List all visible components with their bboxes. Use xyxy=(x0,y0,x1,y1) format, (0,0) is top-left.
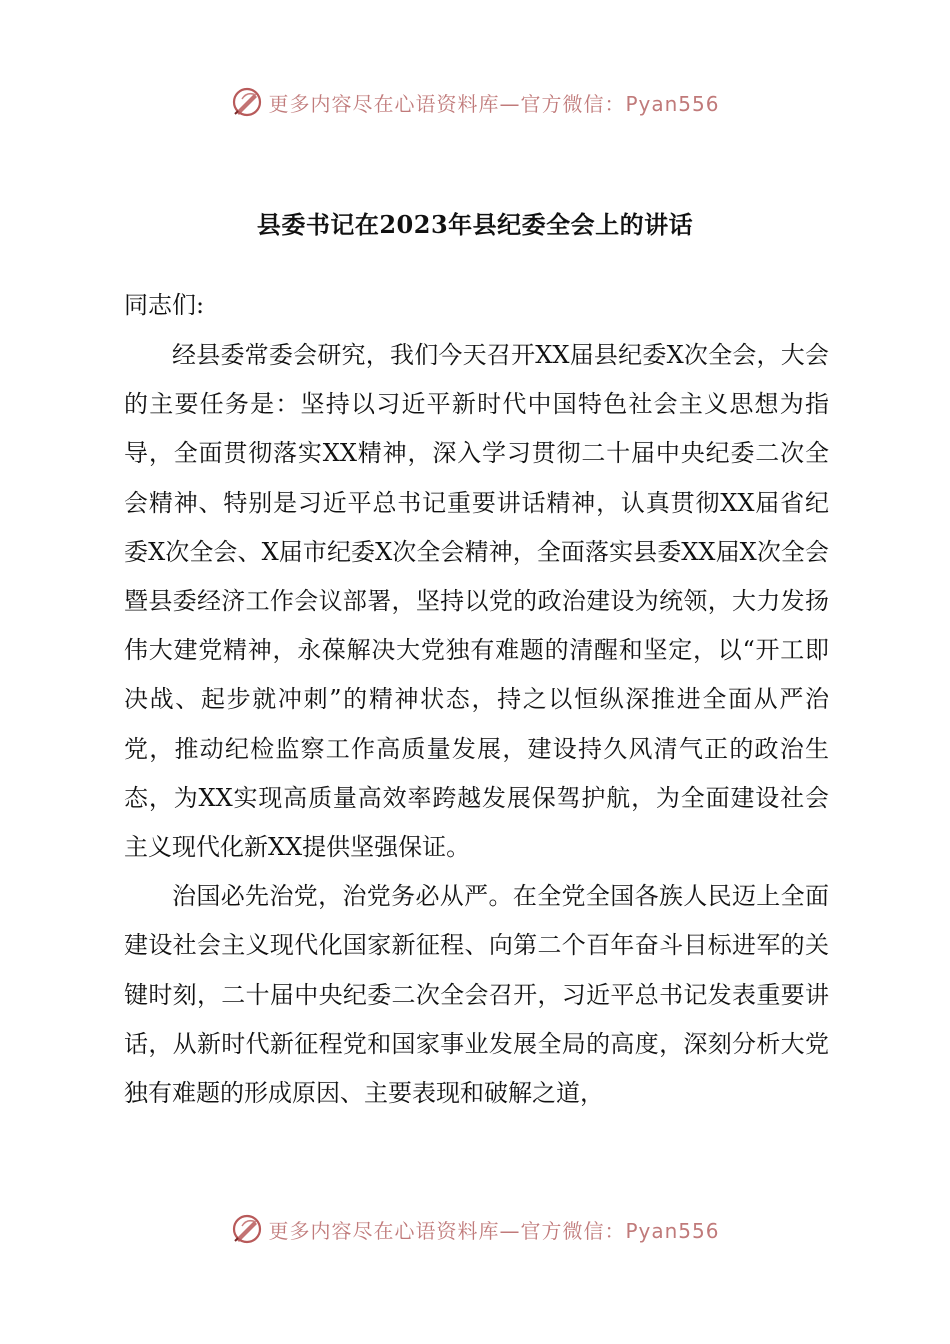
header-banner xyxy=(0,82,950,122)
footer-banner xyxy=(0,1209,950,1249)
document-title: 县委书记在2023年县纪委全会上的讲话 xyxy=(256,210,694,239)
footer-banner-text: 更多内容尽在心语资料库—官方微信：Pyan556 xyxy=(268,1218,720,1243)
pen-logo-icon xyxy=(230,85,264,119)
document-body xyxy=(124,331,829,1118)
pen-logo-icon xyxy=(230,1212,264,1246)
paragraph: 治国必先治党，治党务必从严。在全党全国各族人民迈上全面建设社会主义现代化国家新征程、向第二个百年奋斗目标进军的关键时刻，二十届中央纪委二次全会召开，习近平总书记发表重要讲话，从新时代新征程党和国家事业发展全局的高度，深刻分析大党独有难题的形成原因、主要表现和破解之道， xyxy=(124,882,829,1108)
greeting: 同志们: xyxy=(124,291,205,319)
header-banner-text: 更多内容尽在心语资料库—官方微信：Pyan556 xyxy=(268,91,720,116)
paragraph: 经县委常委会研究，我们今天召开XX届县纪委X次全会，大会的主要任务是：坚持以习近平新时代中国特色社会主义思想为指导，全面贯彻落实XX精神，深入学习贯彻二十届中央纪委二次全会精神、特别是习近平总书记重要讲话精神，认真贯彻XX届省纪委X次全会、X届市纪委X次全会精神，全面落实县委XX届X次全会暨县委经济工作会议部署，坚持以党的政治建设为统领，大力发扬伟大建党精神，永葆解决大党独有难题的清醒和坚定，以“开工即决战、起步就冲刺”的精神状态，持之以恒纵深推进全面从严治党，推动纪检监察工作高质量发展，建设持久风清气正的政治生态，为XX实现高质量高效率跨越发展保驾护航，为全面建设社会主义现代化新XX提供坚强保证。 xyxy=(124,341,829,862)
